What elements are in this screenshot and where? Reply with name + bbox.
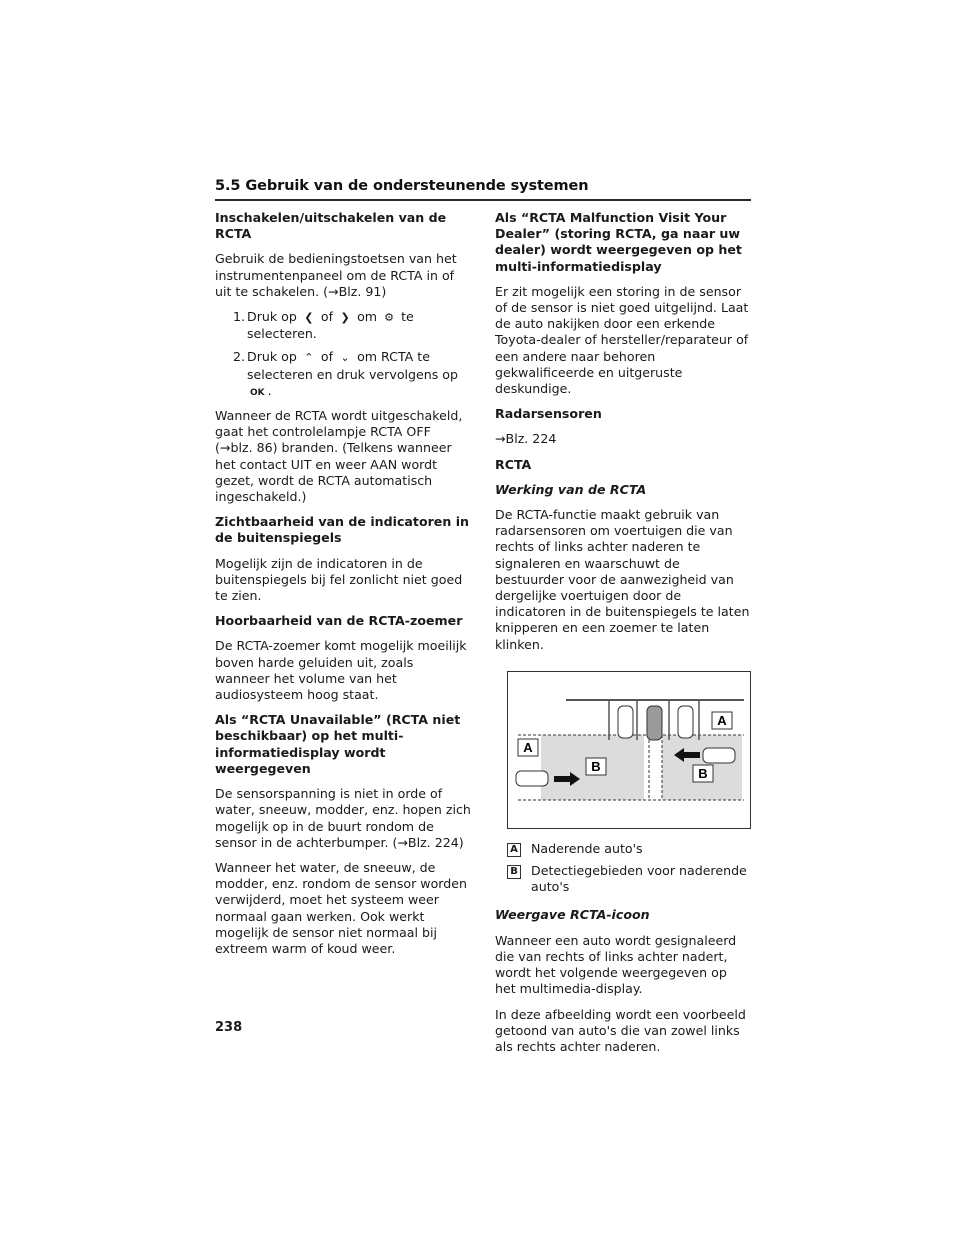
legend-text: Naderende auto's bbox=[531, 840, 643, 856]
parked-car bbox=[678, 706, 693, 738]
rcta-diagram bbox=[507, 671, 751, 829]
chevron-down-icon: ⌄ bbox=[340, 351, 350, 365]
paragraph-recovery: Wanneer het water, de sneeuw, de modder, enz. rondom de sensor worden verwijderd, moet het systeem weer normaal gaan werken. Ook werkt mogelijk de sensor niet normaal bij extreem warm of koud weer. bbox=[215, 859, 467, 956]
section-title: 5.5 Gebruik van de ondersteunende systemen bbox=[215, 178, 589, 194]
legend-text: Detectiegebieden voor naderende auto's bbox=[531, 863, 747, 895]
step-text-part: om bbox=[357, 309, 378, 325]
heading-audibility: Hoorbaarheid van de RCTA-zoemer bbox=[215, 613, 463, 629]
legend-item-b bbox=[507, 863, 751, 895]
paragraph-radar-reference: →Blz. 224 bbox=[495, 431, 557, 447]
heading-visibility: Zichtbaarheid van de indicatoren in de buitenspiegels bbox=[215, 514, 469, 546]
step-2 bbox=[233, 349, 471, 401]
paragraph-malfunction: Er zit mogelijk een storing in de sensor of de sensor is niet goed uitgelijnd. Laat de auto nakijken door een erkende Toyota-dealer of hersteller/reparateur of een andere naar behoren gekwalificeerde en uitgeruste deskundige. bbox=[495, 283, 749, 397]
step-text-part: Druk op bbox=[247, 349, 297, 365]
label-b-right: B bbox=[698, 765, 708, 781]
paragraph-operation: De RCTA-functie maakt gebruik van radarsensoren om voertuigen die van rechts of links achter naderen te signaleren en waarschuwt de bestuurder voor de aanwezigheid van dergelijke voertuigen door de indicatoren in de buitenspiegels te laten knipperen en een zoemer te laten klinken. bbox=[495, 507, 750, 652]
paragraph-audibility: De RCTA-zoemer komt mogelijk moeilijk boven harde geluiden uit, zoals wanneer het volume van het audiosysteem hoog staat. bbox=[215, 638, 467, 703]
step-text-part: . bbox=[267, 382, 272, 398]
chevron-up-icon: ⌃ bbox=[304, 351, 314, 365]
paragraph-rcta-off: Wanneer de RCTA wordt uitgeschakeld, gaat het controlelampje RCTA OFF (→blz. 86) branden. (Telkens wanneer het contact UIT en weer AAN wordt gezet, wordt de RCTA automatisch ingeschakeld.) bbox=[215, 408, 463, 505]
heading-enable-disable: Inschakelen/uitschakelen van de RCTA bbox=[215, 210, 447, 242]
own-car bbox=[647, 706, 662, 740]
legend-badge: B bbox=[507, 865, 521, 879]
header-divider bbox=[215, 199, 751, 201]
parked-car bbox=[618, 706, 633, 738]
left-column bbox=[215, 210, 471, 966]
step-text-part: om RCTA te selecteren en druk vervolgens op bbox=[247, 349, 459, 382]
approaching-car-left bbox=[516, 771, 548, 786]
step-text-part: Druk op bbox=[247, 309, 297, 325]
label-a-left: A bbox=[523, 739, 533, 755]
paragraph-icon-display: Wanneer een auto wordt gesignaleerd die van rechts of links achter nadert, wordt het volgende weergegeven op het multimedia-display. bbox=[495, 932, 737, 997]
parking-illustration bbox=[508, 672, 750, 828]
page-header bbox=[215, 178, 751, 201]
right-column bbox=[495, 210, 751, 1064]
step-text bbox=[245, 349, 471, 401]
step-text-part: of bbox=[320, 349, 334, 365]
heading-icon-display: Weergave RCTA-icoon bbox=[495, 907, 650, 923]
step-text-part: te selecteren. bbox=[247, 309, 414, 342]
label-b-left: B bbox=[591, 758, 601, 774]
heading-radar-sensors: Radarsensoren bbox=[495, 406, 602, 422]
paragraph-unavailable: De sensorspanning is niet in orde of water, sneeuw, modder, enz. hopen zich mogelijk op in de buurt rondom de sensor in de achterbumper. (→Blz. 224) bbox=[215, 786, 471, 850]
label-a-right: A bbox=[717, 712, 727, 728]
step-1 bbox=[233, 309, 471, 342]
heading-rcta: RCTA bbox=[495, 456, 532, 472]
heading-malfunction: Als “RCTA Malfunction Visit Your Dealer” (storing RCTA, ga naar uw dealer) wordt weergegeven op het multi-informatiedisplay bbox=[495, 210, 742, 274]
heading-unavailable: Als “RCTA Unavailable” (RCTA niet beschikbaar) op het multi-informatiedisplay wordt weergegeven bbox=[215, 712, 461, 776]
approaching-car-right bbox=[703, 748, 735, 763]
paragraph-controls: Gebruik de bedieningstoetsen van het instrumentenpaneel om de RCTA in of uit te schakelen. (→Blz. 91) bbox=[215, 251, 457, 299]
chevron-left-icon: ❮ bbox=[304, 311, 314, 325]
page-number: 238 bbox=[215, 1020, 243, 1035]
legend-badge: A bbox=[507, 843, 521, 857]
heading-operation: Werking van de RCTA bbox=[495, 481, 647, 497]
step-number: 1. bbox=[233, 309, 246, 325]
legend-item-a bbox=[507, 841, 751, 857]
paragraph-example: In deze afbeelding wordt een voorbeeld getoond van auto's die van zowel links als rechts achter naderen. bbox=[495, 1006, 746, 1054]
ok-button-symbol: OK bbox=[250, 387, 265, 398]
step-text-part: of bbox=[320, 309, 334, 325]
gear-icon: ⚙ bbox=[384, 311, 394, 325]
chevron-right-icon: ❯ bbox=[340, 311, 350, 325]
step-text bbox=[245, 309, 471, 342]
paragraph-visibility: Mogelijk zijn de indicatoren in de buitenspiegels bij fel zonlicht niet goed te zien. bbox=[215, 555, 463, 604]
step-number: 2. bbox=[233, 349, 246, 365]
